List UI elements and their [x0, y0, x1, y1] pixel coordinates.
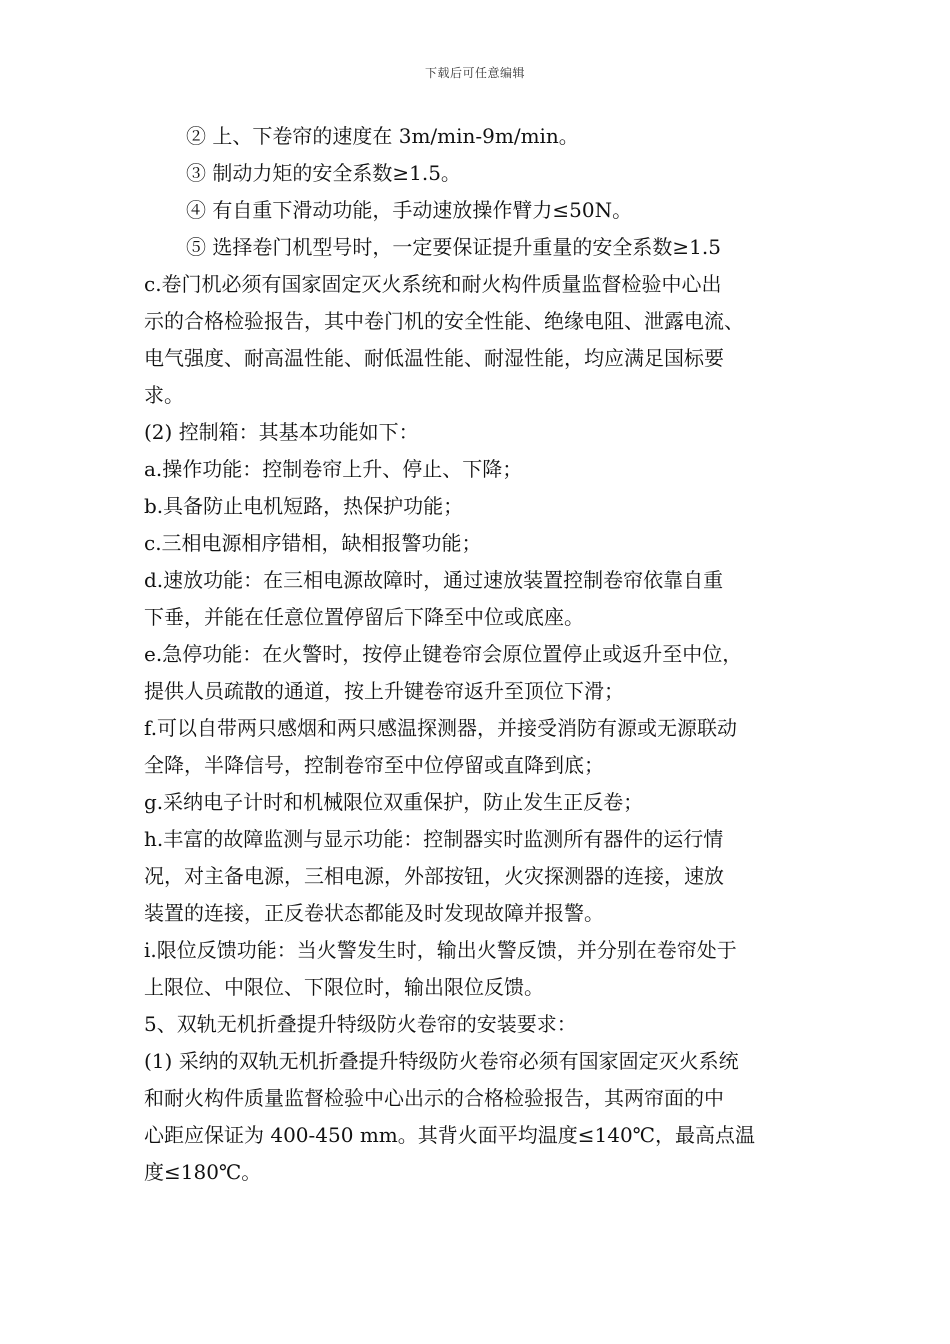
paragraph-line: 提供人员疏散的通道，按上升键卷帘返升至顶位下滑； [144, 679, 624, 703]
paragraph-line: 度≤180℃。 [144, 1160, 262, 1184]
paragraph-line: 示的合格检验报告，其中卷门机的安全性能、绝缘电阻、泄露电流、 [144, 309, 744, 333]
paragraph-line: 况，对主备电源，三相电源，外部按钮，火灾探测器的连接，速放 [144, 864, 724, 888]
paragraph-line: f.可以自带两只感烟和两只感温探测器，并接受消防有源或无源联动 [144, 716, 738, 740]
paragraph-line: 心距应保证为 400-450 mm。其背火面平均温度≤140℃，最高点温 [144, 1123, 756, 1147]
paragraph-line: b.具备防止电机短路，热保护功能； [144, 494, 464, 518]
list-item-self-weight-slide: ④ 有自重下滑动功能，手动速放操作臂力≤50N。 [186, 198, 633, 222]
paragraph-line: 全降，半降信号，控制卷帘至中位停留或直降到底； [144, 753, 604, 777]
section-heading-control-box: (2) 控制箱：其基本功能如下： [144, 420, 419, 444]
paragraph-line: d.速放功能：在三相电源故障时，通过速放装置控制卷帘依靠自重 [144, 568, 724, 592]
paragraph-line: g.采纳电子计时和机械限位双重保护，防止发生正反卷； [144, 790, 644, 814]
list-item-brake-torque: ③ 制动力矩的安全系数≥1.5。 [186, 161, 461, 185]
paragraph-line: a.操作功能：控制卷帘上升、停止、下降； [144, 457, 523, 481]
paragraph-line: c.卷门机必须有国家固定灭火系统和耐火构件质量监督检验中心出 [144, 272, 722, 296]
paragraph-line: 上限位、中限位、下限位时，输出限位反馈。 [144, 975, 544, 999]
document-body [144, 118, 824, 1191]
paragraph-line: h.丰富的故障监测与显示功能：控制器实时监测所有器件的运行情 [144, 827, 724, 851]
paragraph-line: 和耐火构件质量监督检验中心出示的合格检验报告，其两帘面的中 [144, 1086, 724, 1110]
page-header-note: 下载后可任意编辑 [424, 66, 525, 80]
list-item-model-selection: ⑤ 选择卷门机型号时，一定要保证提升重量的安全系数≥1.5 [186, 235, 721, 259]
section-heading-installation: 5、双轨无机折叠提升特级防火卷帘的安装要求： [144, 1012, 577, 1036]
paragraph-line: e.急停功能：在火警时，按停止键卷帘会原位置停止或返升至中位， [144, 642, 743, 666]
paragraph-line: (1) 采纳的双轨无机折叠提升特级防火卷帘必须有国家固定灭火系统 [144, 1049, 739, 1073]
paragraph-line: 下垂，并能在任意位置停留后下降至中位或底座。 [144, 605, 584, 629]
paragraph-line: 电气强度、耐高温性能、耐低温性能、耐湿性能，均应满足国标要 [144, 346, 724, 370]
list-item-speed: ② 上、下卷帘的速度在 3m/min-9m/min。 [186, 124, 579, 148]
paragraph-line: 求。 [144, 383, 184, 407]
paragraph-line: i.限位反馈功能：当火警发生时，输出火警反馈，并分别在卷帘处于 [144, 938, 737, 962]
paragraph-line: c.三相电源相序错相，缺相报警功能； [144, 531, 482, 555]
paragraph-line: 装置的连接，正反卷状态都能及时发现故障并报警。 [144, 901, 604, 925]
